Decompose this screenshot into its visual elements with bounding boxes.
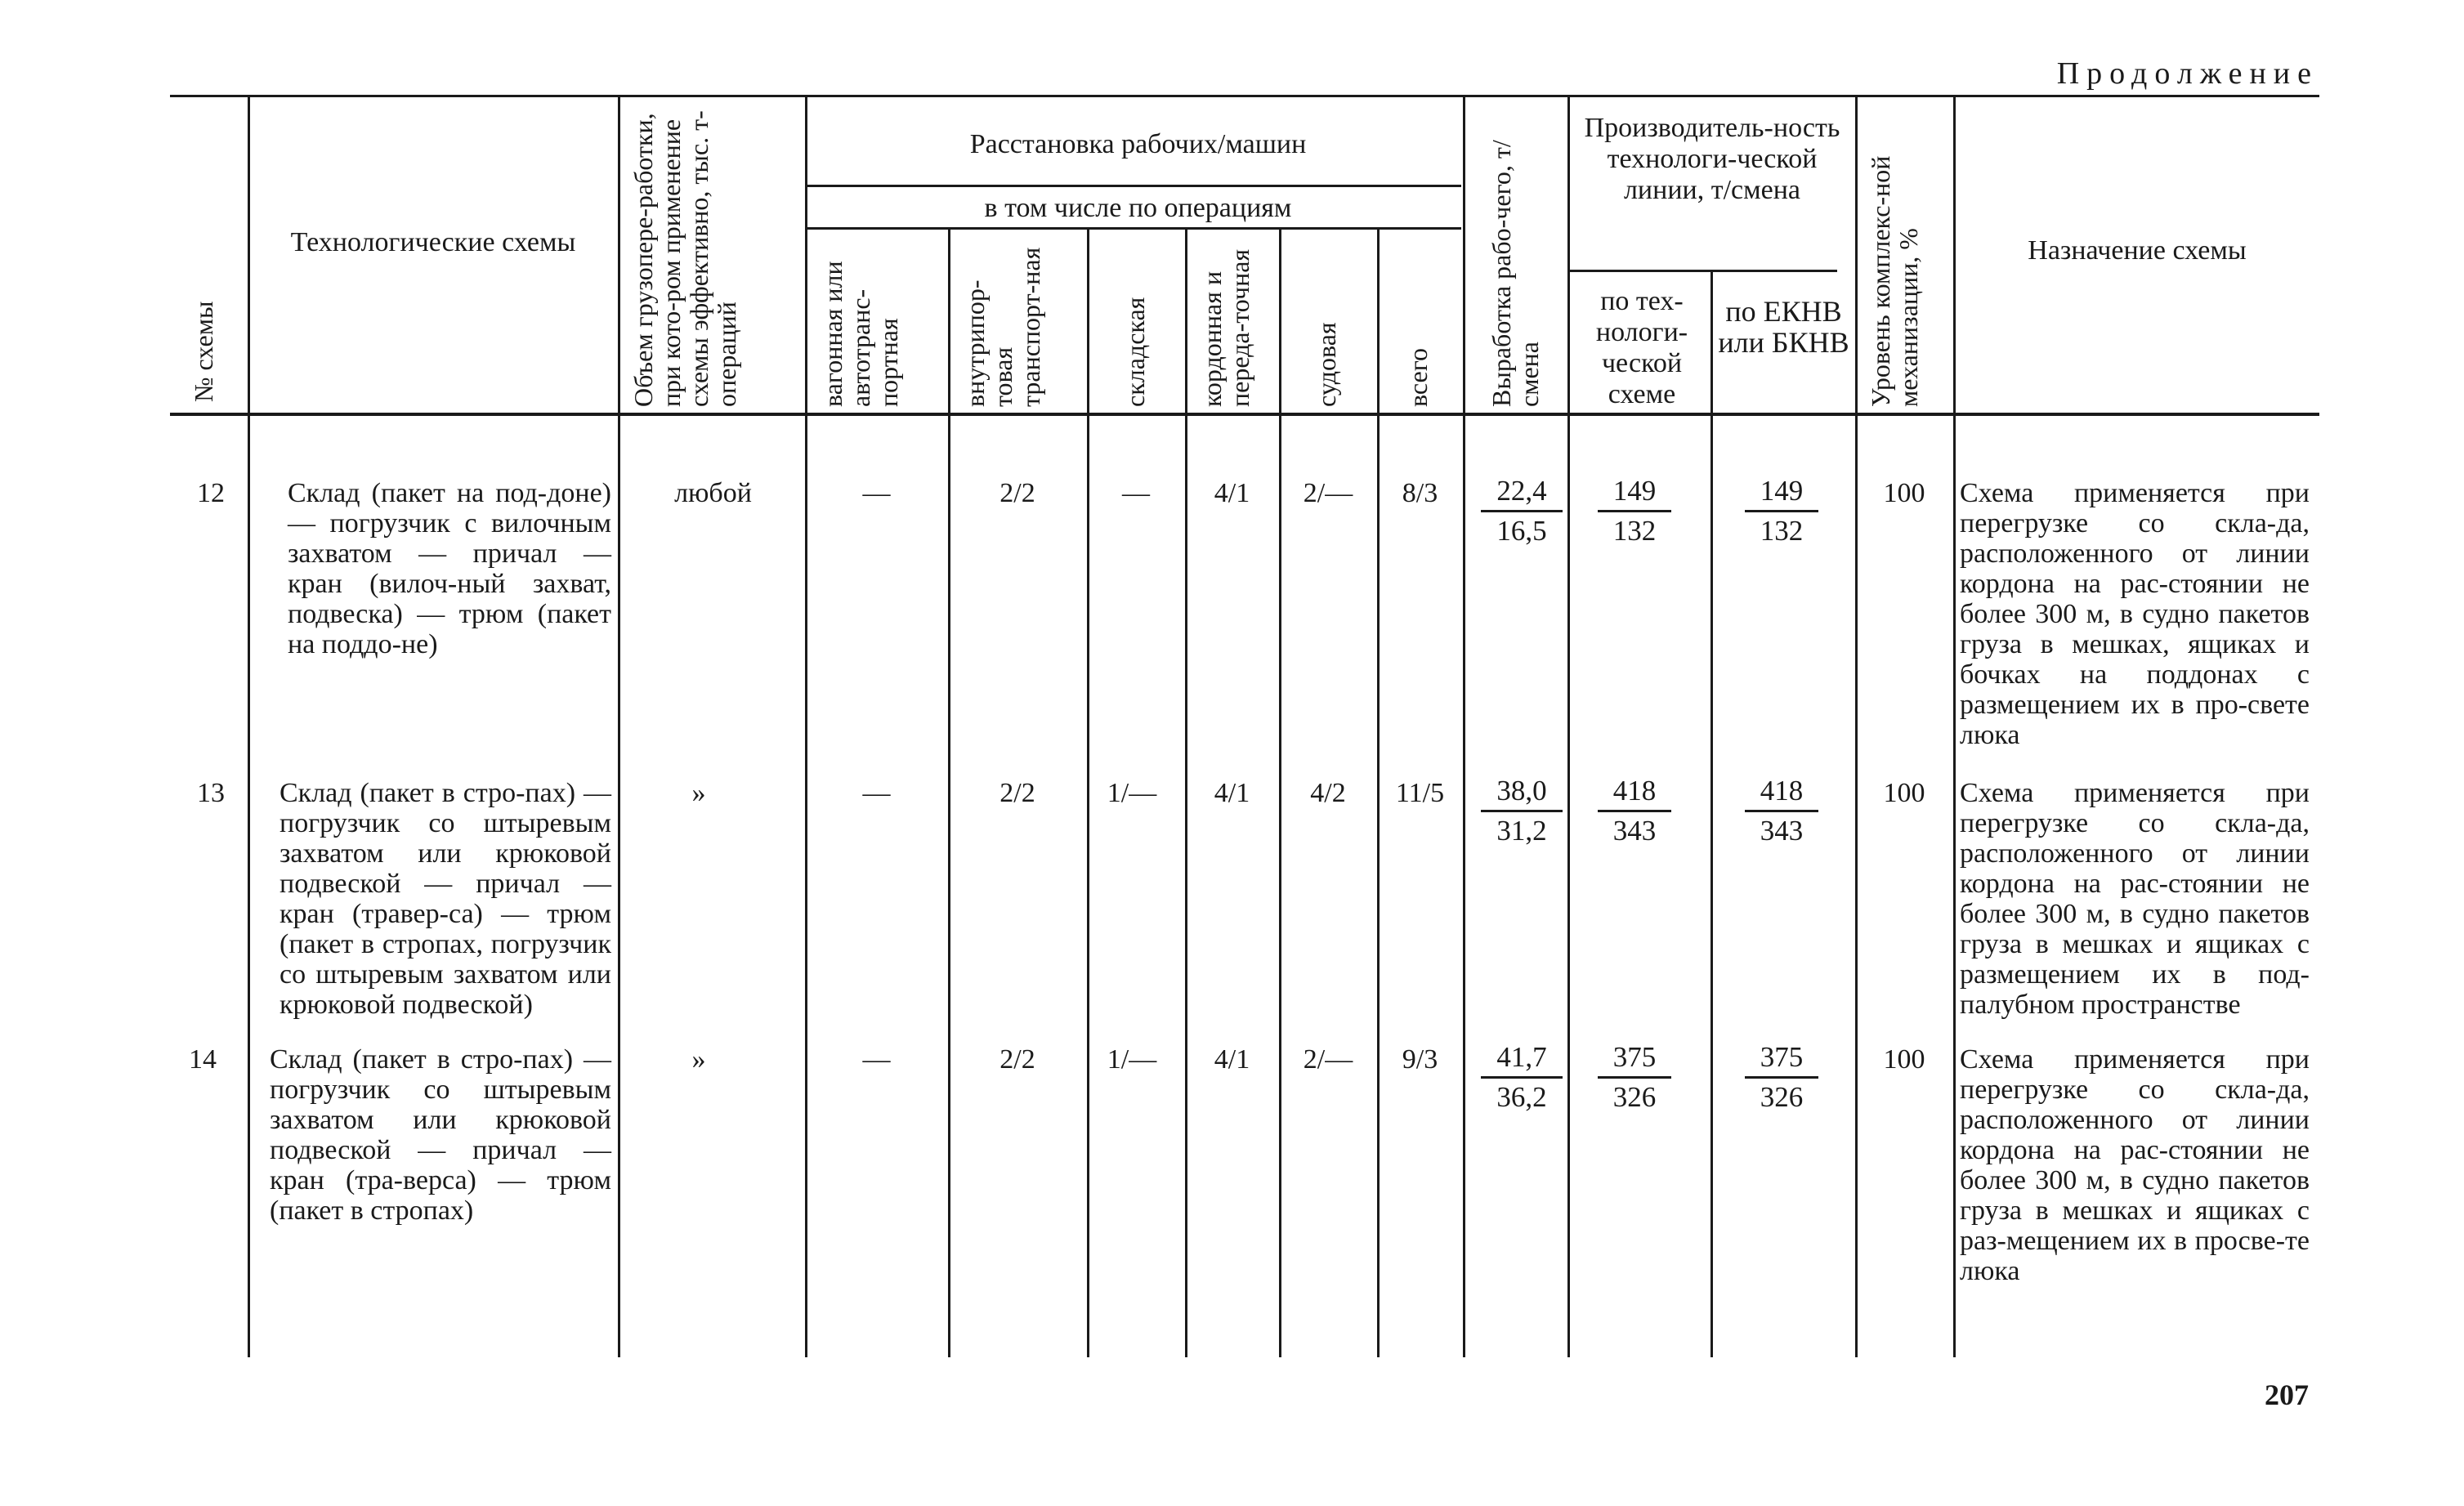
header-volume: Объем грузопере-работки, при кото-ром применение схемы эффективно, тыс. т-операций (628, 110, 741, 407)
row-ekhv-den: 326 (1760, 1081, 1804, 1113)
row-output-den: 31,2 (1496, 815, 1547, 847)
row-tech: Склад (пакет на под-доне) — погрузчик с вилочным захватом — причал — кран (вилоч-ный захват, подвеска) — трюм (пакет на поддо-не) (288, 478, 611, 659)
row-volume: любой (674, 478, 752, 508)
row-cordon: 4/1 (1214, 478, 1250, 508)
header-purpose: Назначение схемы (2028, 235, 2247, 266)
row-ekhv-fraction (1745, 1040, 1818, 1115)
header-productivity: Производитель-ность технологи-ческой линии, т/смена (1584, 113, 1840, 205)
page-number: 207 (2265, 1379, 2309, 1411)
header-prod-ekhv: по ЕКНВ или БКНВ (1718, 295, 1849, 359)
header-op-wagon: вагонная или автотранс-портная (818, 261, 903, 407)
row-tech-num: 418 (1598, 774, 1671, 812)
row-tech-den: 326 (1612, 1081, 1657, 1113)
table-top-rule (170, 95, 2319, 97)
header-output: Выработка рабо-чего, т/смена (1487, 140, 1544, 407)
row-purpose: Схема применяется при перегрузке со скла-да, расположенного от линии кордона на рас-стоянии не более 300 м, в судно пакетов груза в мешках, ящиках и бочках на поддонах с размещением их в про-свете люка (1960, 478, 2310, 750)
row-total: 9/3 (1402, 1044, 1438, 1075)
row-stock: — (1122, 478, 1150, 508)
row-ekhv-num: 149 (1745, 474, 1818, 512)
ops-subrule (807, 227, 1461, 230)
row-output-fraction (1481, 774, 1563, 848)
row-mech: 100 (1883, 778, 1925, 808)
col-rule (948, 229, 950, 1357)
productivity-subrule (1567, 270, 1837, 272)
row-volume: » (691, 778, 706, 808)
col-rule (1567, 95, 1570, 1357)
row-output-fraction (1481, 1040, 1563, 1115)
row-volume: » (691, 1044, 706, 1075)
header-placement: Расстановка рабочих/машин (969, 129, 1307, 159)
row-output-num: 22,4 (1481, 474, 1563, 512)
row-tech-num: 149 (1598, 474, 1671, 512)
row-output-den: 16,5 (1496, 515, 1547, 547)
row-cordon: 4/1 (1214, 778, 1250, 808)
col-rule (1953, 95, 1956, 1357)
row-output-num: 41,7 (1481, 1040, 1563, 1079)
header-op-intra: внутрипор-товая транспорт-ная (960, 247, 1045, 407)
row-no: 12 (197, 478, 225, 508)
row-stock: 1/— (1107, 1044, 1157, 1075)
row-ekhv-fraction (1745, 774, 1818, 848)
col-rule (1710, 270, 1713, 1357)
row-tech-den: 132 (1612, 515, 1657, 547)
placement-subrule (807, 185, 1461, 187)
col-rule (248, 95, 250, 1357)
row-ship: 4/2 (1310, 778, 1346, 808)
header-prod-tech: по тех-нологи-ческой схеме (1595, 286, 1688, 409)
col-rule (1463, 95, 1465, 1357)
row-total: 11/5 (1395, 778, 1445, 808)
row-total: 8/3 (1402, 478, 1438, 508)
row-intra: 2/2 (999, 478, 1035, 508)
row-intra: 2/2 (999, 1044, 1035, 1075)
row-ship: 2/— (1303, 478, 1353, 508)
row-wagon: — (862, 1044, 891, 1075)
row-tech-fraction (1598, 774, 1671, 848)
col-rule (1185, 229, 1187, 1357)
row-ekhv-num: 418 (1745, 774, 1818, 812)
row-no: 14 (189, 1044, 217, 1075)
row-no: 13 (197, 778, 225, 808)
row-wagon: — (862, 778, 891, 808)
row-output-num: 38,0 (1481, 774, 1563, 812)
row-output-den: 36,2 (1496, 1081, 1547, 1113)
row-purpose: Схема применяется при перегрузке со скла-да, расположенного от линии кордона на рас-стоянии не более 300 м, в судно пакетов груза в мешках и ящиках с раз-мещением их в просве-те люка (1960, 1044, 2310, 1286)
row-tech: Склад (пакет в стро-пах) — погрузчик со штыревым захватом или крюковой подвеской — причал — кран (тра-верса) — трюм (пакет в стропах) (270, 1044, 611, 1226)
continuation-label: Продолжение (2056, 56, 2319, 91)
header-bottom-rule (170, 413, 2319, 416)
row-ship: 2/— (1303, 1044, 1353, 1075)
header-op-total: всего (1403, 347, 1433, 407)
row-tech-num: 375 (1598, 1040, 1671, 1079)
header-no: № схемы (189, 301, 218, 402)
row-mech: 100 (1883, 478, 1925, 508)
row-tech-fraction (1598, 474, 1671, 548)
col-rule (618, 95, 620, 1357)
row-purpose: Схема применяется при перегрузке со скла-да, расположенного от линии кордона на рас-стоянии не более 300 м, в судно пакетов груза в мешках и ящиках с размещением их в под-палубном пространстве (1960, 778, 2310, 1020)
col-rule (1377, 229, 1380, 1357)
header-tech: Технологические схемы (290, 227, 576, 257)
col-rule (805, 95, 807, 1357)
col-rule (1279, 229, 1281, 1357)
row-tech-fraction (1598, 1040, 1671, 1115)
row-tech: Склад (пакет в стро-пах) — погрузчик со штыревым захватом или крюковой подвеской — причал — кран (травер-са) — трюм (пакет в стропах, погрузчик со штыревым захватом или крюковой подвеской) (279, 778, 611, 1020)
header-op-stock: складская (1120, 297, 1150, 407)
col-rule (1855, 95, 1858, 1357)
header-ops: в том числе по операциям (984, 193, 1292, 223)
row-output-fraction (1481, 474, 1563, 548)
row-stock: 1/— (1107, 778, 1157, 808)
row-ekhv-num: 375 (1745, 1040, 1818, 1079)
header-op-cordon: кордонная и переда-точная (1197, 248, 1254, 407)
row-ekhv-den: 132 (1760, 515, 1804, 547)
row-tech-den: 343 (1612, 815, 1657, 847)
col-rule (1087, 229, 1089, 1357)
row-cordon: 4/1 (1214, 1044, 1250, 1075)
row-ekhv-den: 343 (1760, 815, 1804, 847)
row-ekhv-fraction (1745, 474, 1818, 548)
row-intra: 2/2 (999, 778, 1035, 808)
row-wagon: — (862, 478, 891, 508)
header-op-ship: судовая (1312, 322, 1341, 407)
row-mech: 100 (1883, 1044, 1925, 1075)
header-mech: Уровень комплекс-ной механизации, % (1866, 155, 1923, 407)
